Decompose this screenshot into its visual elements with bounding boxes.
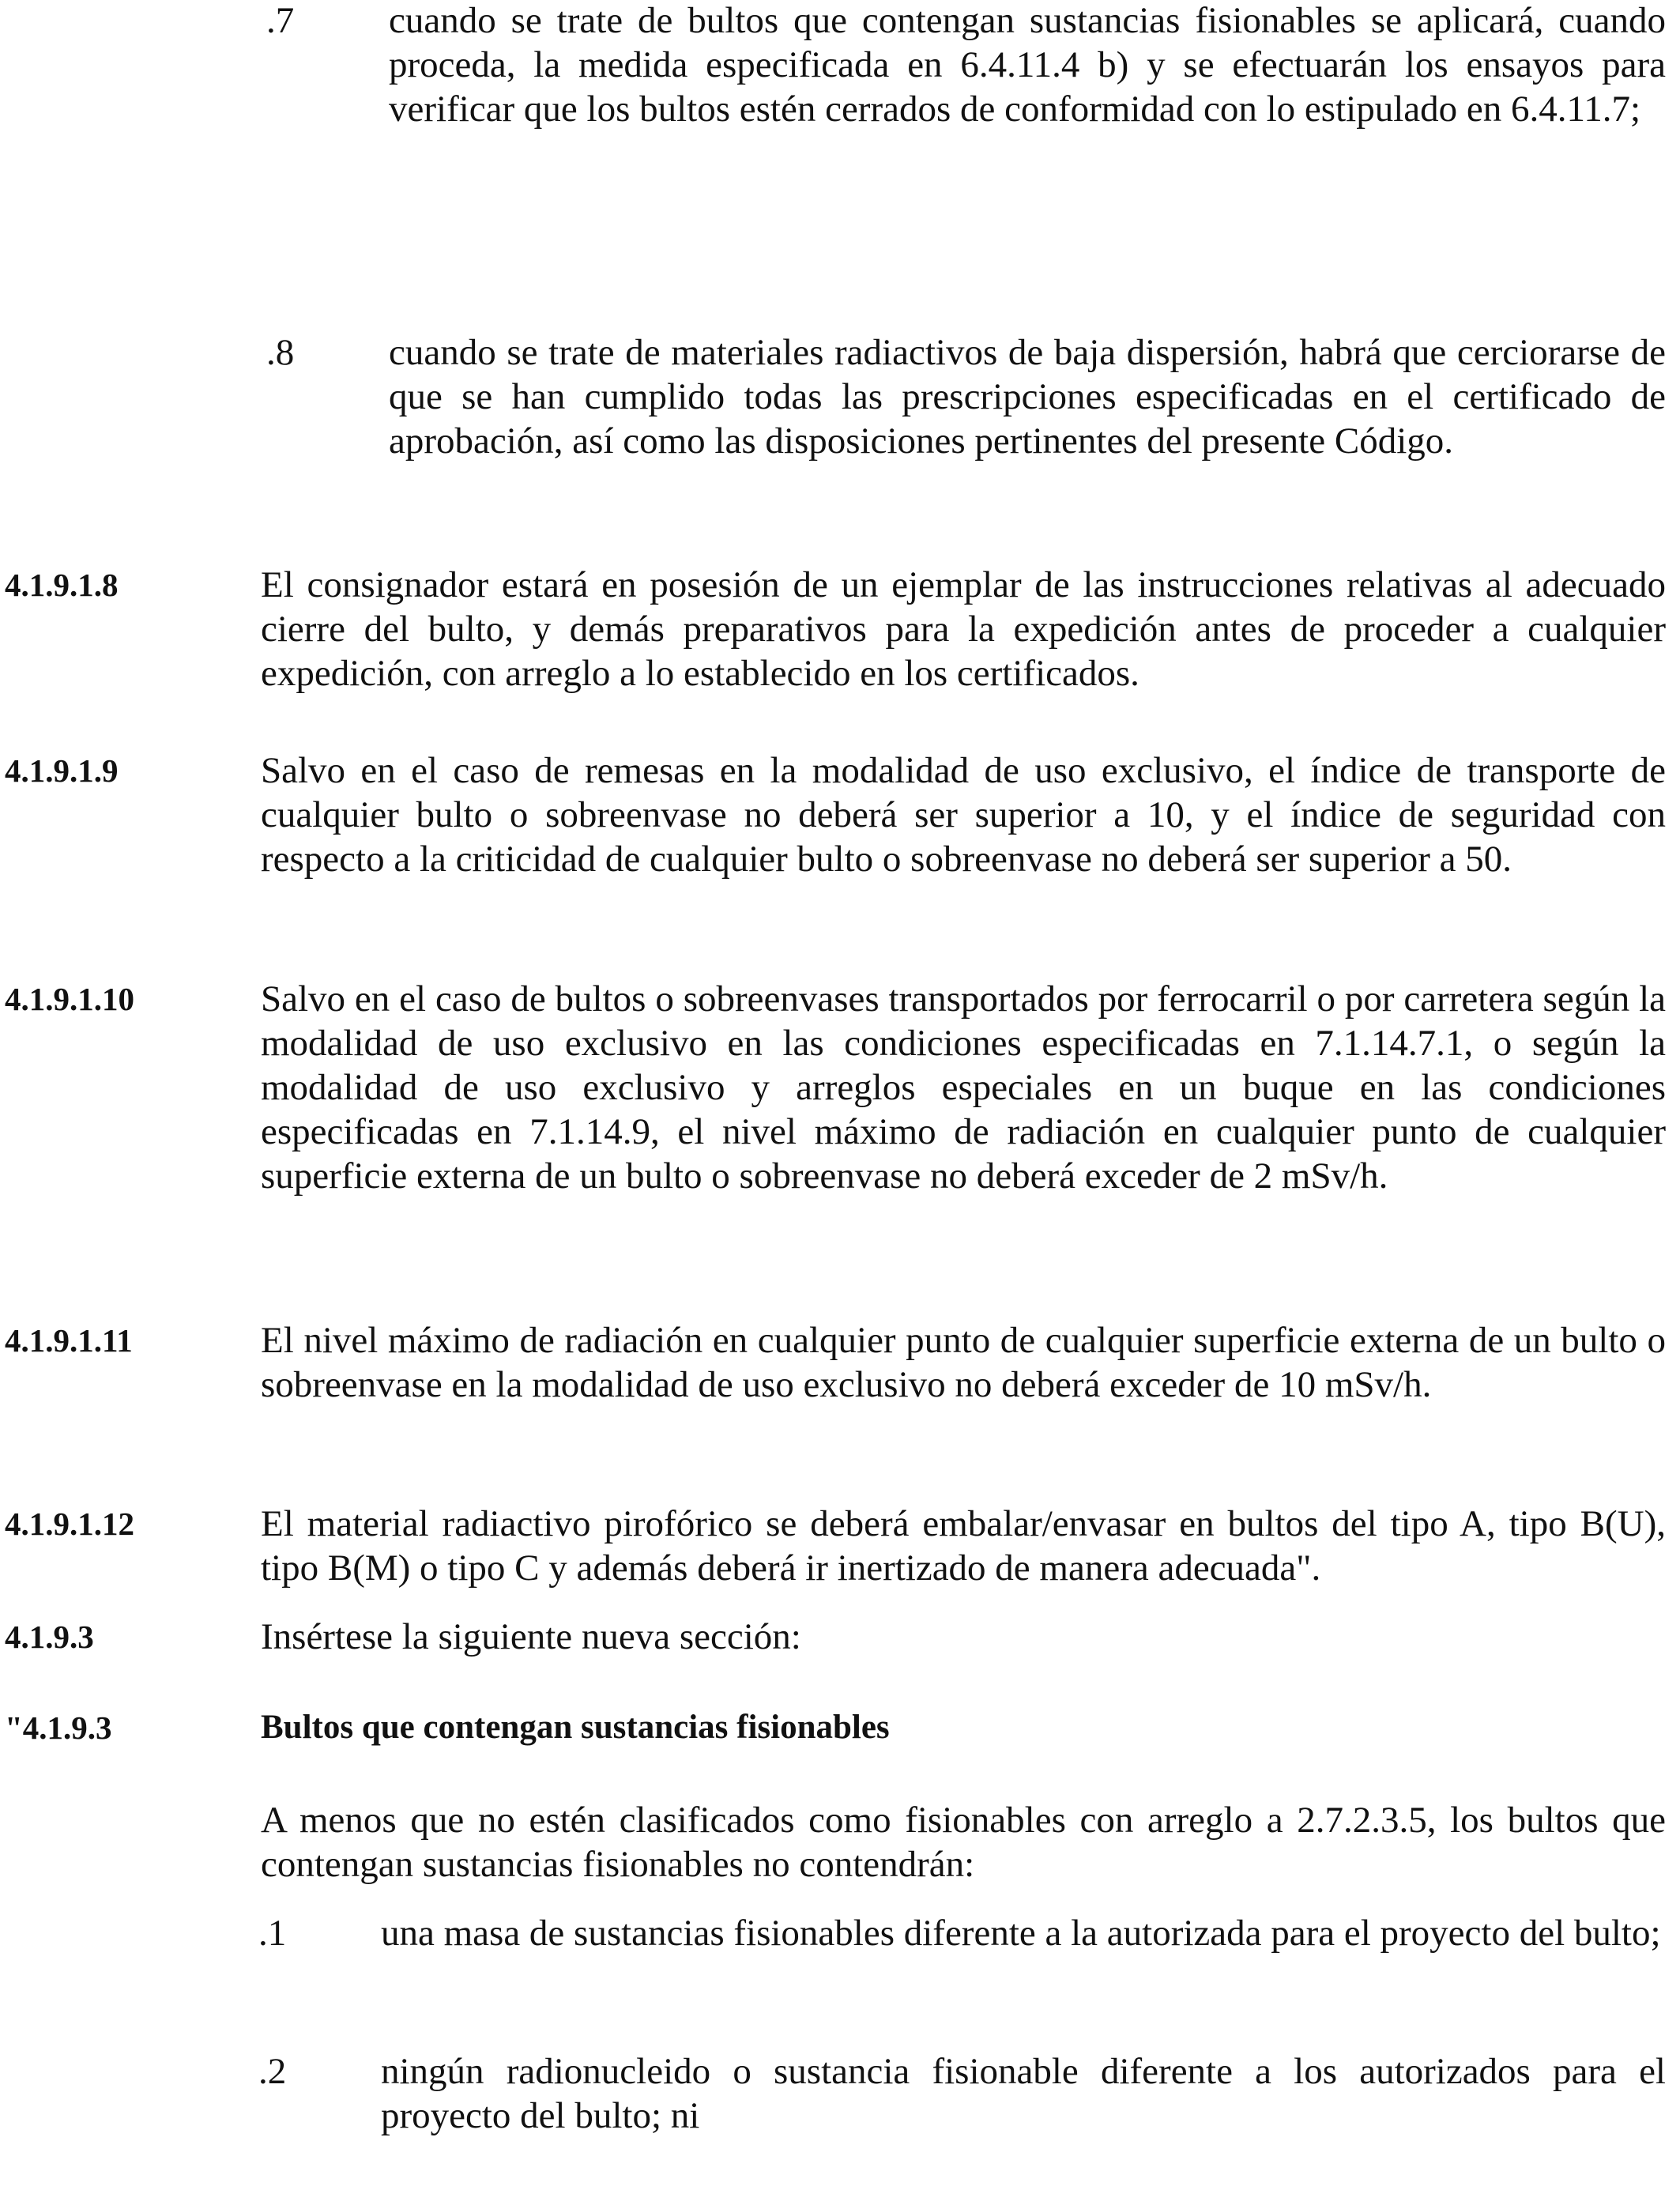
paragraph-text: El material radiactivo pirofórico se deberá embalar/envasar en bultos del tipo A, tipo B(U), tipo B(M) o tipo C y además deberá ir inertizado de manera adecuada". <box>261 1503 1666 1589</box>
paragraph-number: 4.1.9.1.12 <box>5 1506 134 1542</box>
section-number: "4.1.9.3 <box>5 1709 112 1746</box>
list-item-text: ningún radionucleido o sustancia fisionable diferente a los autorizados para el proyecto del bulto; ni <box>381 2051 1666 2136</box>
list-item-number: .7 <box>266 0 295 41</box>
paragraph-text: Insértese la siguiente nueva sección: <box>261 1616 801 1657</box>
list-item-text: cuando se trate de bultos que contengan sustancias fisionables se aplicará, cuando proceda, la medida especificada en 6.4.11.4 b) y se efectuarán los ensayos para verificar que los bultos estén cerrados de conformidad con lo estipulado en 6.4.11.7; <box>389 0 1666 130</box>
list-item-text: cuando se trate de materiales radiactivos de baja dispersión, habrá que cerciorarse de que se han cumplido todas las prescripciones especificadas en el certificado de aprobación, así como las disposiciones pertinentes del presente Código. <box>389 332 1666 462</box>
list-item-number: .2 <box>258 2051 287 2092</box>
paragraph-number: 4.1.9.3 <box>5 1619 94 1655</box>
paragraph-number: 4.1.9.1.8 <box>5 567 119 603</box>
section-heading: Bultos que contengan sustancias fisionables <box>261 1709 890 1746</box>
list-item-number: .8 <box>266 332 295 373</box>
paragraph-number: 4.1.9.1.9 <box>5 752 119 789</box>
paragraph-number: 4.1.9.1.10 <box>5 981 134 1017</box>
paragraph-text: El consignador estará en posesión de un ejemplar de las instrucciones relativas al adecuado cierre del bulto, y demás preparativos para la expedición antes de proceder a cualquier expedición, con arreglo a lo establecido en los certificados. <box>261 564 1666 694</box>
paragraph-text: Salvo en el caso de bultos o sobreenvases transportados por ferrocarril o por carretera según la modalidad de uso exclusivo en las condiciones especificadas en 7.1.14.7.1, o según la modalidad de uso exclusivo y arreglos especiales en un buque en las condiciones especificadas en 7.1.14.9, el nivel máximo de radiación en cualquier punto de cualquier superficie externa de un bulto o sobreenvase no deberá exceder de 2 mSv/h. <box>261 978 1666 1197</box>
list-item-text: una masa de sustancias fisionables diferente a la autorizada para el proyecto del bulto; <box>381 1913 1661 1954</box>
paragraph-text: El nivel máximo de radiación en cualquier punto de cualquier superficie externa de un bulto o sobreenvase en la modalidad de uso exclusivo no deberá exceder de 10 mSv/h. <box>261 1320 1666 1405</box>
paragraph-text: Salvo en el caso de remesas en la modalidad de uso exclusivo, el índice de transporte de cualquier bulto o sobreenvase no deberá ser superior a 10, y el índice de seguridad con respecto a la criticidad de cualquier bulto o sobreenvase no deberá ser superior a 50. <box>261 750 1666 880</box>
list-item-number: .1 <box>258 1913 287 1954</box>
paragraph-number: 4.1.9.1.11 <box>5 1322 133 1359</box>
section-intro: A menos que no estén clasificados como fisionables con arreglo a 2.7.2.3.5, los bultos que contengan sustancias fisionables no contendrán: <box>261 1800 1666 1885</box>
